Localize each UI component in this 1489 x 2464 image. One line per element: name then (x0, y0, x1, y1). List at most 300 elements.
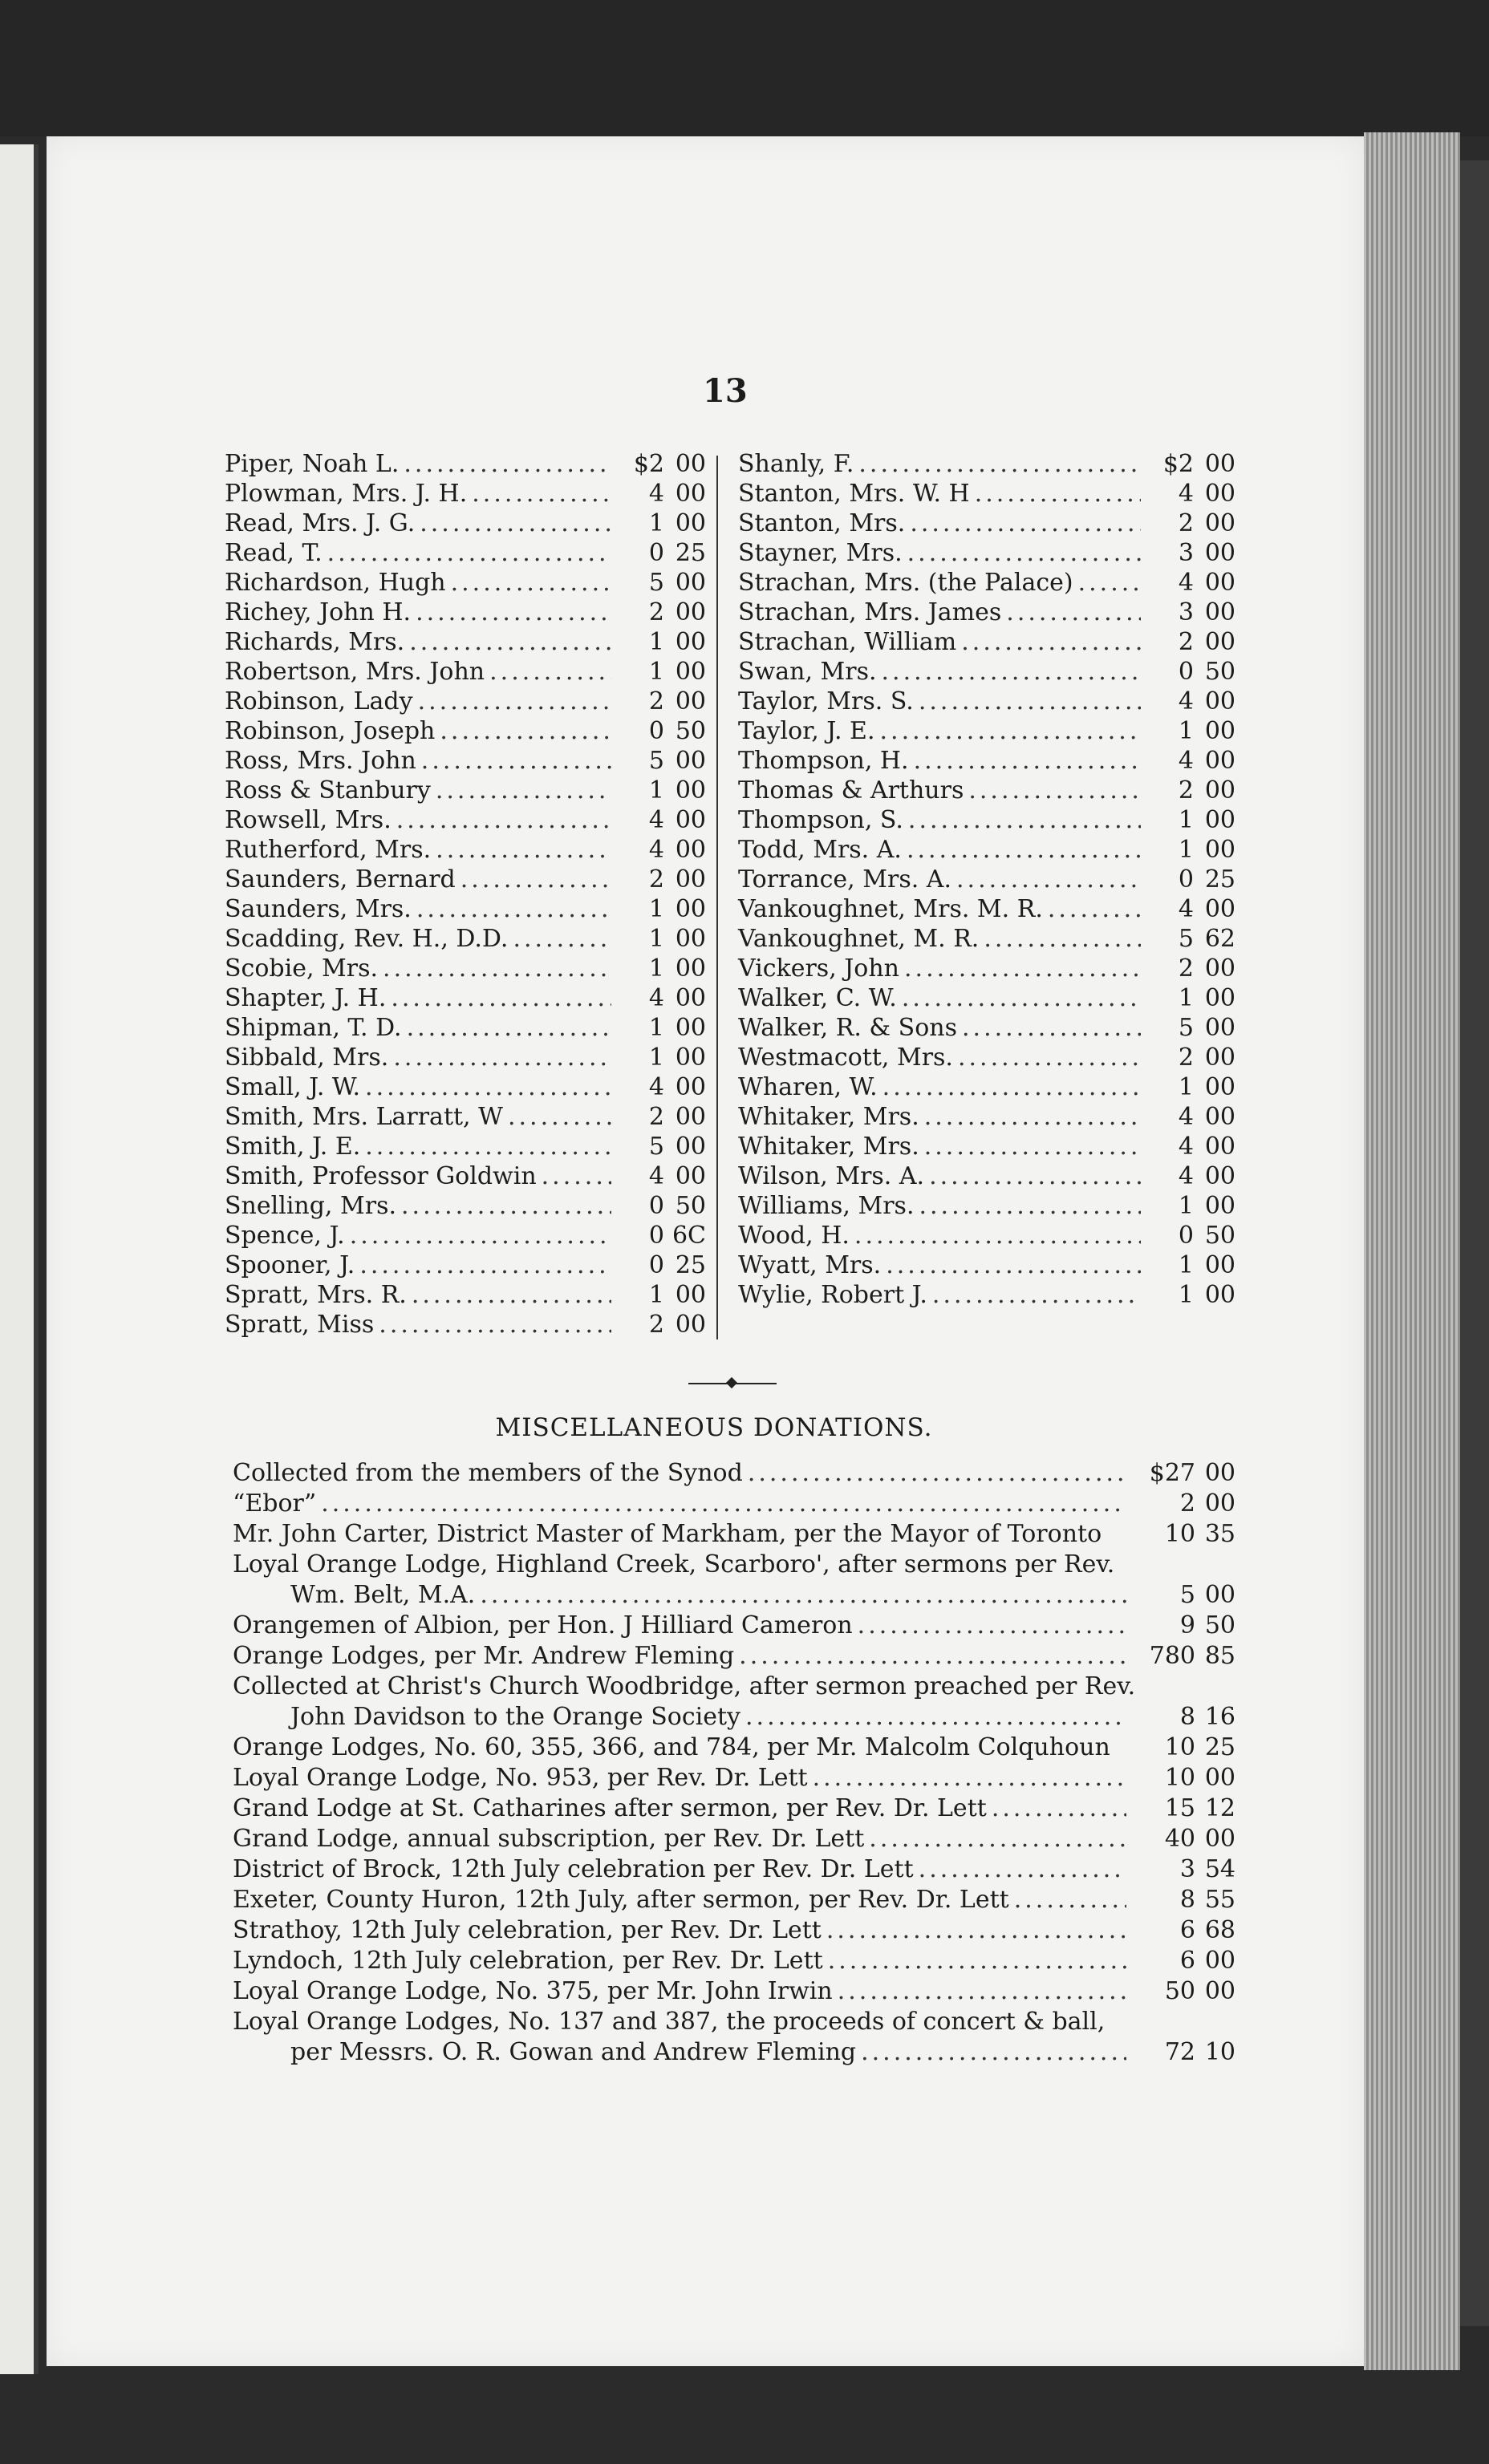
amount-dollars: 2 (1178, 509, 1194, 537)
leader-dots (1048, 894, 1141, 924)
donation-description: Strathoy, 12th July celebration, per Rev. Dr. Lett (233, 1916, 822, 1944)
leader-dots (383, 954, 611, 983)
amount-dollars: 2 (1178, 954, 1194, 983)
donor-name: Torrance, Mrs. A. (738, 865, 951, 894)
donor-name: Scobie, Mrs. (225, 954, 379, 983)
amount-dollars: 1 (648, 1044, 664, 1072)
donor-row (225, 627, 706, 657)
leader-dots (924, 1132, 1141, 1161)
amount-dollars: 4 (1178, 1162, 1194, 1190)
donor-name: Robertson, Mrs. John (225, 658, 485, 686)
donor-name: Spratt, Mrs. R. (225, 1281, 407, 1309)
leader-dots (854, 1221, 1141, 1250)
leader-dots (365, 1072, 611, 1102)
donation-description: District of Brock, 12th July celebration per Rev. Dr. Lett (233, 1855, 914, 1883)
amount-dollars: 0 (1178, 865, 1194, 894)
donation-description: Orangemen of Albion, per Hon. J Hilliard Cameron (233, 1611, 853, 1639)
leader-dots (984, 924, 1141, 954)
amount-cents: 00 (1204, 1947, 1235, 1975)
amount-cents: 00 (1204, 1825, 1235, 1853)
donor-name: Read, Mrs. J. G. (225, 509, 416, 537)
amount-dollars: 2 (1178, 1044, 1194, 1072)
amount-cents: 50 (1204, 658, 1235, 686)
amount-dollars: 0 (1178, 1222, 1194, 1250)
amount-dollars: 5 (648, 1133, 664, 1161)
donation-row (233, 1519, 1235, 1550)
amount-cents: 00 (675, 1133, 706, 1161)
amount-cents: 25 (675, 1251, 706, 1279)
donation-text-line: Loyal Orange Lodge, Highland Creek, Scarboro', after sermons per Rev. (233, 1550, 1115, 1578)
leader-dots (436, 776, 611, 805)
amount-dollars: 2 (648, 687, 664, 715)
amount-dollars: 50 (1164, 1977, 1195, 2005)
amount-cents: 00 (675, 925, 706, 953)
amount-dollars: 3 (1178, 539, 1194, 567)
donor-name: Wharen, W. (738, 1073, 878, 1101)
donor-row (738, 1280, 1235, 1310)
book-page-edges (1364, 132, 1460, 2370)
amount-dollars: 10 (1164, 1733, 1195, 1761)
amount-dollars: 1 (648, 954, 664, 983)
amount-dollars: 1 (1178, 1073, 1194, 1101)
amount-dollars: 1 (1178, 984, 1194, 1012)
leader-dots (907, 538, 1141, 568)
donor-name: Scadding, Rev. H., D.D. (225, 925, 509, 953)
leader-dots (907, 835, 1141, 865)
leader-dots (932, 1280, 1141, 1310)
amount-cents: 00 (1204, 1073, 1235, 1101)
amount-dollars: 1 (648, 925, 664, 953)
donor-row (738, 509, 1235, 538)
amount-dollars: 10 (1164, 1764, 1195, 1792)
amount-cents: 00 (1204, 1014, 1235, 1042)
donor-name: Richardson, Hugh (225, 569, 446, 597)
donor-name: Smith, J. E. (225, 1133, 361, 1161)
donor-row (738, 657, 1235, 687)
amount-dollars: 4 (1178, 895, 1194, 923)
amount-cents: 00 (1204, 776, 1235, 804)
donor-row (225, 687, 706, 716)
donor-name: Robinson, Lady (225, 687, 413, 715)
amount-cents: 25 (675, 539, 706, 567)
donation-row (233, 1732, 1235, 1763)
amount-cents: 00 (675, 628, 706, 656)
donation-row (233, 1702, 1235, 1732)
leader-dots (513, 924, 611, 954)
donor-row (225, 538, 706, 568)
donor-name: Plowman, Mrs. J. H. (225, 480, 468, 508)
amount-cents: 35 (1204, 1520, 1235, 1548)
donor-row (225, 449, 706, 479)
donor-row (225, 746, 706, 776)
amount-cents: 00 (1204, 806, 1235, 834)
leader-dots (975, 479, 1141, 509)
leader-dots (418, 687, 611, 716)
amount-dollars: 1 (1178, 717, 1194, 745)
donor-name: Saunders, Mrs. (225, 895, 412, 923)
amount-cents: 00 (1204, 509, 1235, 537)
donor-row (738, 776, 1235, 805)
leader-dots (401, 1191, 611, 1221)
leader-dots (396, 805, 611, 835)
misc-donations-heading: MISCELLANEOUS DONATIONS. (495, 1413, 933, 1442)
amount-cents: 00 (675, 598, 706, 626)
amount-dollars: 4 (1178, 480, 1194, 508)
amount-cents: 25 (1204, 1733, 1235, 1761)
donor-row (738, 449, 1235, 479)
donor-name: Shanly, F. (738, 450, 854, 478)
leader-dots (489, 657, 611, 687)
donor-list-left (225, 449, 706, 1339)
amount-dollars: 4 (648, 1073, 664, 1101)
donor-row (225, 954, 706, 983)
donor-row (225, 983, 706, 1013)
donor-name: Strachan, William (738, 628, 957, 656)
donor-name: Stayner, Mrs. (738, 539, 903, 567)
amount-cents: 00 (675, 480, 706, 508)
donation-row (233, 1793, 1235, 1824)
donor-row (738, 805, 1235, 835)
leader-dots (904, 954, 1141, 983)
amount-dollars: 1 (1178, 1281, 1194, 1309)
amount-dollars: 9 (1179, 1611, 1195, 1639)
leader-dots (748, 1458, 1126, 1489)
amount-cents: 00 (1204, 539, 1235, 567)
book-edge-shadow (1460, 160, 1489, 2326)
donor-name: Thompson, S. (738, 806, 903, 834)
amount-dollars: 2 (648, 1103, 664, 1131)
donor-name: Taylor, J. E. (738, 717, 875, 745)
amount-dollars: 5 (648, 747, 664, 775)
donor-name: Walker, R. & Sons (738, 1014, 957, 1042)
amount-dollars: 0 (648, 1251, 664, 1279)
donation-description: per Messrs. O. R. Gowan and Andrew Fleming (290, 2038, 857, 2066)
donor-row (738, 1191, 1235, 1221)
amount-dollars: 2 (648, 865, 664, 894)
amount-dollars: 15 (1164, 1794, 1195, 1822)
donor-row (738, 1013, 1235, 1043)
amount-cents: 00 (675, 1044, 706, 1072)
donor-name: Taylor, Mrs. S. (738, 687, 914, 715)
amount-cents: 6C (671, 1222, 706, 1250)
amount-dollars: 40 (1164, 1825, 1195, 1853)
amount-dollars: 4 (1178, 1133, 1194, 1161)
donor-row (738, 954, 1235, 983)
amount-cents: 00 (675, 569, 706, 597)
amount-dollars: 5 (1178, 925, 1194, 953)
section-ornament (688, 1378, 777, 1389)
donation-description: Orange Lodges, per Mr. Andrew Fleming (233, 1642, 735, 1670)
amount-dollars: 1 (648, 509, 664, 537)
donation-row (233, 1580, 1235, 1611)
amount-dollars: 0 (648, 539, 664, 567)
donor-row (738, 1132, 1235, 1161)
leader-dots (1014, 1885, 1126, 1915)
donor-name: Wylie, Robert J. (738, 1281, 927, 1309)
leader-dots (365, 1132, 611, 1161)
donation-description: Lyndoch, 12th July celebration, per Rev. Dr. Lett (233, 1947, 823, 1975)
donation-row (233, 1641, 1235, 1672)
amount-cents: 00 (675, 1311, 706, 1339)
donor-row (225, 1161, 706, 1191)
donation-description: Wm. Belt, M.A. (290, 1581, 476, 1609)
amount-cents: 00 (675, 836, 706, 864)
leader-dots (902, 983, 1141, 1013)
leader-dots (412, 1280, 611, 1310)
donor-name: Piper, Noah L. (225, 450, 400, 478)
donation-row (233, 1854, 1235, 1885)
amount-cents: 00 (1204, 1581, 1235, 1609)
donation-row (233, 1611, 1235, 1641)
donor-name: Shapter, J. H. (225, 984, 387, 1012)
donation-text-line: Collected at Christ's Church Woodbridge, after sermon preached per Rev. (233, 1672, 1136, 1700)
donor-row (738, 568, 1235, 598)
amount-cents: 00 (675, 865, 706, 894)
amount-cents: 00 (675, 984, 706, 1012)
donor-row (225, 1013, 706, 1043)
donor-name: Wilson, Mrs. A. (738, 1162, 925, 1190)
amount-dollars: $27 (1149, 1459, 1195, 1487)
donation-row (233, 1458, 1235, 1489)
leader-dots (472, 479, 611, 509)
amount-cents: 16 (1204, 1703, 1235, 1731)
donor-name: Snelling, Mrs. (225, 1192, 396, 1220)
donor-name: Stanton, Mrs. (738, 509, 906, 537)
amount-dollars: 10 (1164, 1520, 1195, 1548)
donor-row (225, 1072, 706, 1102)
donation-text-line: Loyal Orange Lodges, No. 137 and 387, the proceeds of concert & ball, (233, 2008, 1106, 2036)
leader-dots (440, 716, 611, 746)
donation-description: Mr. John Carter, District Master of Markham, per the Mayor of Toronto (233, 1520, 1102, 1548)
amount-dollars: 0 (1178, 658, 1194, 686)
amount-dollars: 3 (1179, 1855, 1195, 1883)
leader-dots (956, 865, 1141, 894)
donor-name: Ross, Mrs. John (225, 747, 416, 775)
donor-row (738, 746, 1235, 776)
donation-description: Loyal Orange Lodge, No. 953, per Rev. Dr. Lett (233, 1764, 808, 1792)
donor-row (225, 1221, 706, 1250)
donor-name: Vickers, John (738, 954, 900, 983)
page-number: 13 (703, 372, 748, 410)
donation-description: Orange Lodges, No. 60, 355, 366, and 784, per Mr. Malcolm Colquhoun (233, 1733, 1110, 1761)
donor-row (738, 1102, 1235, 1132)
amount-cents: 00 (1204, 628, 1235, 656)
donation-description: Loyal Orange Lodge, No. 375, per Mr. John Irwin (233, 1977, 833, 2005)
donor-name: Ross & Stanbury (225, 776, 431, 804)
donor-name: Whitaker, Mrs. (738, 1103, 919, 1131)
amount-dollars: 1 (1178, 806, 1194, 834)
leader-dots (739, 1641, 1126, 1672)
amount-cents: 00 (675, 450, 706, 478)
leader-dots (480, 1580, 1126, 1611)
amount-cents: 54 (1204, 1855, 1235, 1883)
donor-name: Smith, Professor Goldwin (225, 1162, 537, 1190)
amount-dollars: 72 (1164, 2038, 1195, 2066)
amount-dollars: 4 (1178, 687, 1194, 715)
amount-cents: 00 (675, 895, 706, 923)
amount-dollars: 1 (648, 895, 664, 923)
donor-name: Richey, John H. (225, 598, 412, 626)
leader-dots (968, 776, 1141, 805)
donor-row (225, 894, 706, 924)
donor-list-right (738, 449, 1235, 1310)
donor-row (225, 835, 706, 865)
amount-dollars: 5 (1179, 1581, 1195, 1609)
donor-row (225, 776, 706, 805)
amount-dollars: $2 (1162, 450, 1194, 478)
amount-cents: 85 (1204, 1642, 1235, 1670)
leader-dots (379, 1310, 611, 1339)
leader-dots (924, 1102, 1141, 1132)
donor-row (225, 479, 706, 509)
donation-description: Collected from the members of the Synod (233, 1459, 743, 1487)
leader-dots (858, 1611, 1126, 1641)
amount-cents: 00 (675, 1162, 706, 1190)
donor-name: Smith, Mrs. Larratt, W (225, 1103, 503, 1131)
amount-dollars: 0 (648, 1192, 664, 1220)
amount-cents: 00 (1204, 1192, 1235, 1220)
leader-dots (919, 687, 1141, 716)
donor-name: Spratt, Miss (225, 1311, 375, 1339)
amount-cents: 00 (675, 1073, 706, 1101)
donor-row (738, 479, 1235, 509)
leader-dots (858, 449, 1141, 479)
amount-dollars: 4 (648, 480, 664, 508)
amount-dollars: 2 (648, 598, 664, 626)
scan-backdrop (0, 0, 1489, 136)
amount-cents: 00 (675, 776, 706, 804)
amount-dollars: 3 (1178, 598, 1194, 626)
leader-dots (826, 1915, 1126, 1946)
donor-name: Whitaker, Mrs. (738, 1133, 919, 1161)
donor-row (738, 1072, 1235, 1102)
amount-cents: 00 (1204, 1103, 1235, 1131)
leader-dots (409, 627, 611, 657)
leader-dots (908, 805, 1141, 835)
donor-row (225, 598, 706, 627)
amount-dollars: 1 (1178, 836, 1194, 864)
donor-name: Walker, C. W. (738, 984, 897, 1012)
amount-cents: 62 (1204, 925, 1235, 953)
amount-dollars: 5 (648, 569, 664, 597)
donor-row (225, 716, 706, 746)
leader-dots (416, 598, 611, 627)
donor-row (225, 805, 706, 835)
donor-row (225, 657, 706, 687)
amount-cents: 55 (1204, 1886, 1235, 1914)
donor-row (738, 1043, 1235, 1072)
amount-dollars: 0 (648, 717, 664, 745)
donor-row (225, 1043, 706, 1072)
donor-row (738, 538, 1235, 568)
amount-cents: 00 (1204, 1251, 1235, 1279)
leader-dots (813, 1763, 1126, 1793)
amount-cents: 00 (1204, 1459, 1235, 1487)
donor-name: Stanton, Mrs. W. H (738, 480, 970, 508)
amount-cents: 00 (675, 1014, 706, 1042)
amount-cents: 00 (1204, 598, 1235, 626)
donation-row (233, 1885, 1235, 1915)
amount-dollars: 4 (648, 806, 664, 834)
leader-dots (508, 1102, 611, 1132)
amount-dollars: 1 (648, 658, 664, 686)
amount-cents: 50 (1204, 1222, 1235, 1250)
donor-name: Robinson, Joseph (225, 717, 436, 745)
leader-dots (393, 1043, 611, 1072)
amount-cents: 00 (675, 806, 706, 834)
donation-description: “Ebor” (233, 1489, 317, 1518)
amount-cents: 68 (1204, 1916, 1235, 1944)
donor-row (738, 687, 1235, 716)
donor-row (225, 1250, 706, 1280)
leader-dots (1078, 568, 1141, 598)
donation-row (233, 1946, 1235, 1976)
donor-name: Williams, Mrs. (738, 1192, 915, 1220)
leader-dots (407, 1013, 611, 1043)
donation-description: John Davidson to the Orange Society (290, 1703, 740, 1731)
amount-dollars: 6 (1179, 1916, 1195, 1944)
donor-row (738, 1250, 1235, 1280)
leader-dots (992, 1793, 1126, 1824)
amount-dollars: 4 (648, 1162, 664, 1190)
leader-dots (745, 1702, 1126, 1732)
leader-dots (869, 1824, 1126, 1854)
amount-cents: 50 (675, 717, 706, 745)
leader-dots (327, 538, 611, 568)
amount-dollars: 8 (1179, 1703, 1195, 1731)
amount-dollars: 5 (1178, 1014, 1194, 1042)
amount-dollars: 1 (648, 1014, 664, 1042)
amount-cents: 00 (1204, 1162, 1235, 1190)
donor-name: Strachan, Mrs. (the Palace) (738, 569, 1073, 597)
amount-cents: 00 (675, 1103, 706, 1131)
amount-cents: 00 (1204, 480, 1235, 508)
donor-name: Shipman, T. D. (225, 1014, 402, 1042)
donor-name: Spence, J. (225, 1222, 345, 1250)
donation-description: Exeter, County Huron, 12th July, after sermon, per Rev. Dr. Lett (233, 1886, 1009, 1914)
amount-dollars: 2 (1178, 628, 1194, 656)
amount-cents: 00 (1204, 687, 1235, 715)
amount-cents: 00 (675, 687, 706, 715)
amount-cents: 00 (1204, 1044, 1235, 1072)
donation-row (233, 1824, 1235, 1854)
amount-dollars: 4 (648, 836, 664, 864)
leader-dots (962, 1013, 1141, 1043)
donor-name: Sibbald, Mrs. (225, 1044, 389, 1072)
leader-dots (321, 1489, 1126, 1519)
facing-page-edge (0, 144, 39, 2374)
leader-dots (886, 1250, 1141, 1280)
leader-dots (350, 1221, 611, 1250)
amount-cents: 00 (1204, 717, 1235, 745)
donor-name: Small, J. W. (225, 1073, 361, 1101)
leader-dots (861, 2037, 1126, 2068)
amount-cents: 00 (1204, 1489, 1235, 1518)
amount-cents: 00 (1204, 747, 1235, 775)
leader-dots (404, 449, 611, 479)
donor-row (738, 598, 1235, 627)
donor-name: Todd, Mrs. A. (738, 836, 902, 864)
amount-dollars: 1 (648, 776, 664, 804)
amount-cents: 25 (1204, 865, 1235, 894)
leader-dots (391, 983, 611, 1013)
leader-dots (914, 746, 1141, 776)
donor-row (225, 1310, 706, 1339)
amount-dollars: 4 (1178, 1103, 1194, 1131)
amount-cents: 00 (1204, 569, 1235, 597)
donor-name: Richards, Mrs. (225, 628, 405, 656)
donor-row (738, 716, 1235, 746)
